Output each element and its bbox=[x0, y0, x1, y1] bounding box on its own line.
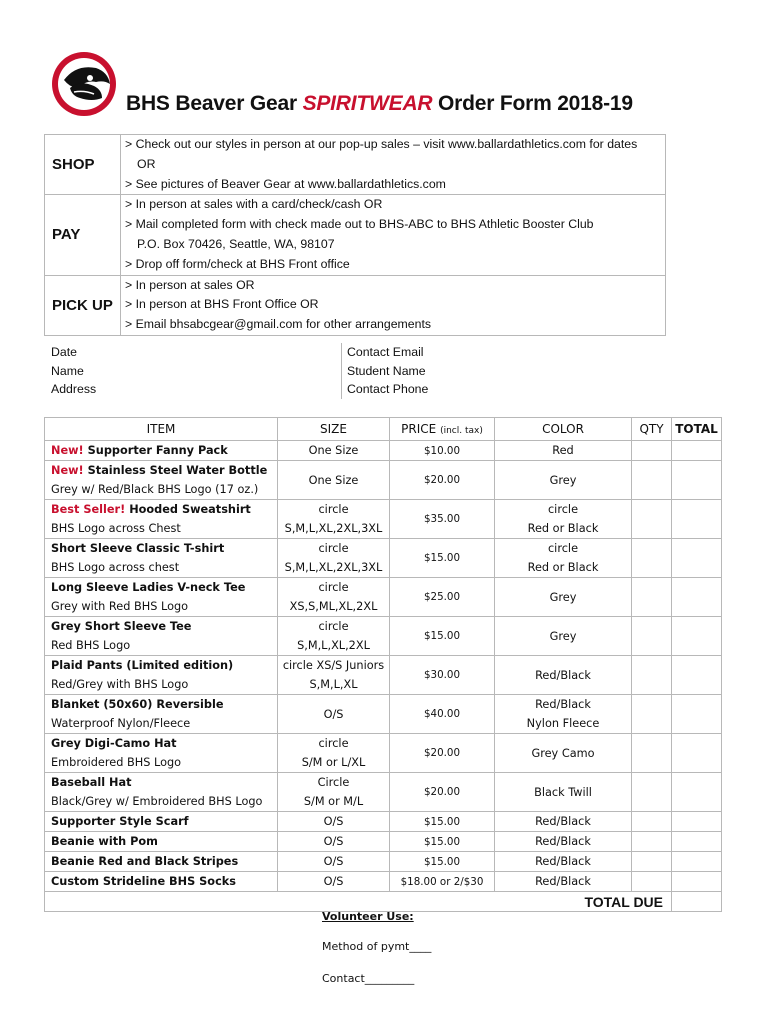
item-cell bbox=[45, 734, 278, 773]
item-name bbox=[51, 539, 277, 558]
total-input[interactable] bbox=[672, 617, 722, 656]
color-option: Black Twill bbox=[534, 785, 592, 799]
item-cell bbox=[45, 441, 278, 461]
item-name bbox=[51, 500, 277, 519]
item-cell bbox=[45, 656, 278, 695]
item-name bbox=[51, 872, 277, 891]
size-option: circle bbox=[318, 542, 349, 555]
contact-fields bbox=[44, 343, 666, 399]
total-input[interactable] bbox=[672, 461, 722, 500]
info-line: > In person at BHS Front Office OR bbox=[125, 297, 319, 312]
price-cell: $15.00 bbox=[390, 852, 495, 872]
item-badge: New! bbox=[51, 444, 84, 457]
item-title: Grey Short Sleeve Tee bbox=[51, 620, 192, 633]
item-cell bbox=[45, 832, 278, 852]
item-cell bbox=[45, 500, 278, 539]
color-option: Grey bbox=[549, 629, 577, 643]
size-option: Circle bbox=[317, 776, 350, 789]
item-cell bbox=[45, 461, 278, 500]
total-input[interactable] bbox=[672, 773, 722, 812]
section-body bbox=[121, 275, 666, 335]
item-description: Embroidered BHS Logo bbox=[51, 756, 182, 769]
header-total: TOTAL bbox=[672, 418, 722, 441]
contact-email-field[interactable]: Contact Email bbox=[342, 343, 667, 362]
color-option: Grey bbox=[549, 590, 577, 604]
item-badge: New! bbox=[51, 464, 84, 477]
order-row bbox=[45, 617, 722, 656]
qty-input[interactable] bbox=[632, 578, 672, 617]
item-title: Short Sleeve Classic T-shirt bbox=[51, 542, 225, 555]
size-cell bbox=[278, 734, 390, 773]
total-input[interactable] bbox=[672, 656, 722, 695]
info-line: P.O. Box 70426, Seattle, WA, 98107 bbox=[137, 236, 335, 251]
page-title: BHS Beaver Gear SPIRITWEAR Order Form 2018-19 bbox=[126, 92, 633, 115]
item-description: Red BHS Logo bbox=[51, 639, 131, 652]
color-cell bbox=[495, 578, 632, 617]
info-line: > In person at sales with a card/check/cash OR bbox=[125, 197, 383, 212]
section-label: PICK UP bbox=[45, 275, 121, 335]
color-cell bbox=[495, 461, 632, 500]
color-option: Red/Black bbox=[535, 835, 591, 848]
qty-input[interactable] bbox=[632, 656, 672, 695]
order-row bbox=[45, 539, 722, 578]
beaver-logo bbox=[50, 50, 118, 118]
item-title: Plaid Pants (Limited edition) bbox=[51, 659, 234, 672]
total-input[interactable] bbox=[672, 734, 722, 773]
color-option: Red or Black bbox=[527, 522, 599, 535]
total-input[interactable] bbox=[672, 441, 722, 461]
price-cell: $35.00 bbox=[390, 500, 495, 539]
info-line: > Mail completed form with check made out to BHS-ABC to BHS Athletic Booster Club bbox=[125, 217, 594, 232]
contact-phone-field[interactable]: Contact Phone bbox=[342, 380, 667, 399]
price-cell: $20.00 bbox=[390, 773, 495, 812]
size-option: O/S bbox=[323, 875, 344, 888]
price-cell: $15.00 bbox=[390, 812, 495, 832]
qty-input[interactable] bbox=[632, 852, 672, 872]
item-name bbox=[51, 695, 277, 714]
item-name bbox=[51, 617, 277, 636]
item-title: Supporter Style Scarf bbox=[51, 815, 189, 828]
color-cell bbox=[495, 441, 632, 461]
header-size: SIZE bbox=[278, 418, 390, 441]
section-label: PAY bbox=[45, 195, 121, 275]
size-option: circle bbox=[318, 737, 349, 750]
item-cell bbox=[45, 852, 278, 872]
price-cell: $30.00 bbox=[390, 656, 495, 695]
size-cell bbox=[278, 812, 390, 832]
color-cell bbox=[495, 832, 632, 852]
method-of-payment-field[interactable]: Method of pymt____ bbox=[322, 940, 432, 953]
header-price: PRICE (incl. tax) bbox=[390, 418, 495, 441]
item-cell bbox=[45, 773, 278, 812]
total-input[interactable] bbox=[672, 812, 722, 832]
info-line: OR bbox=[137, 156, 156, 171]
total-input[interactable] bbox=[672, 500, 722, 539]
item-name bbox=[51, 852, 277, 871]
color-option: Red/Black bbox=[535, 698, 591, 711]
size-cell bbox=[278, 832, 390, 852]
item-badge: Best Seller! bbox=[51, 503, 126, 516]
info-line: > In person at sales OR bbox=[125, 277, 255, 292]
qty-input[interactable] bbox=[632, 441, 672, 461]
item-title: Custom Strideline BHS Socks bbox=[51, 875, 236, 888]
item-title: Grey Digi-Camo Hat bbox=[51, 737, 177, 750]
color-option: Grey bbox=[549, 473, 577, 487]
order-row bbox=[45, 656, 722, 695]
total-input[interactable] bbox=[672, 852, 722, 872]
item-title: Blanket (50x60) Reversible bbox=[51, 698, 224, 711]
price-cell: $10.00 bbox=[390, 441, 495, 461]
info-line: > Email bhsabcgear@gmail.com for other arrangements bbox=[125, 317, 432, 332]
size-option: S,M,L,XL bbox=[309, 678, 358, 691]
date-field[interactable]: Date bbox=[51, 345, 77, 360]
size-cell bbox=[278, 461, 390, 500]
size-option: S/M or L/XL bbox=[301, 756, 366, 769]
item-title: Baseball Hat bbox=[51, 776, 132, 789]
price-cell: $15.00 bbox=[390, 617, 495, 656]
size-option: S,M,L,XL,2XL,3XL bbox=[284, 522, 383, 535]
item-description: Black/Grey w/ Embroidered BHS Logo bbox=[51, 795, 263, 808]
order-row bbox=[45, 578, 722, 617]
size-option: circle bbox=[318, 581, 349, 594]
qty-input[interactable] bbox=[632, 617, 672, 656]
info-line: > See pictures of Beaver Gear at www.ballardathletics.com bbox=[125, 176, 446, 191]
color-option: circle bbox=[547, 542, 579, 555]
color-option: Red/Black bbox=[535, 668, 591, 682]
item-cell bbox=[45, 617, 278, 656]
size-option: S/M or M/L bbox=[303, 795, 364, 808]
order-row bbox=[45, 812, 722, 832]
order-row bbox=[45, 852, 722, 872]
contact-field[interactable]: Contact_________ bbox=[322, 972, 415, 985]
price-cell: $15.00 bbox=[390, 832, 495, 852]
color-option: Red or Black bbox=[527, 561, 599, 574]
total-input[interactable] bbox=[672, 832, 722, 852]
item-cell bbox=[45, 578, 278, 617]
spiritwear-accent: SPIRITWEAR bbox=[302, 92, 433, 115]
color-cell bbox=[495, 500, 632, 539]
color-cell bbox=[495, 734, 632, 773]
item-name bbox=[51, 441, 277, 460]
color-cell bbox=[495, 812, 632, 832]
qty-input[interactable] bbox=[632, 539, 672, 578]
size-cell bbox=[278, 617, 390, 656]
address-field[interactable]: Address bbox=[51, 382, 97, 397]
qty-input[interactable] bbox=[632, 832, 672, 852]
item-description: Waterproof Nylon/Fleece bbox=[51, 717, 191, 730]
item-cell bbox=[45, 539, 278, 578]
price-cell: $20.00 bbox=[390, 734, 495, 773]
size-cell bbox=[278, 773, 390, 812]
size-cell bbox=[278, 500, 390, 539]
color-option: circle bbox=[547, 503, 579, 516]
volunteer-heading: Volunteer Use: bbox=[322, 910, 414, 923]
price-cell: $40.00 bbox=[390, 695, 495, 734]
section-label: SHOP bbox=[45, 135, 121, 195]
info-line: > Check out our styles in person at our pop-up sales – visit www.ballardathletics.com for dates bbox=[125, 137, 638, 151]
item-title: Stainless Steel Water Bottle bbox=[83, 464, 268, 477]
size-option: S,M,L,XL,2XL bbox=[297, 639, 370, 652]
total-input[interactable] bbox=[672, 539, 722, 578]
size-option: circle XS/S Juniors bbox=[282, 659, 385, 672]
section-body bbox=[121, 135, 666, 195]
qty-input[interactable] bbox=[632, 500, 672, 539]
order-table bbox=[44, 417, 722, 912]
color-option: Red bbox=[552, 444, 574, 457]
header-item: ITEM bbox=[45, 418, 278, 441]
qty-input[interactable] bbox=[632, 773, 672, 812]
item-cell bbox=[45, 812, 278, 832]
size-cell bbox=[278, 656, 390, 695]
order-row bbox=[45, 500, 722, 539]
item-cell bbox=[45, 695, 278, 734]
item-name bbox=[51, 773, 277, 792]
order-row bbox=[45, 734, 722, 773]
item-name bbox=[51, 832, 277, 851]
color-option: Red/Black bbox=[535, 855, 591, 868]
size-option: O/S bbox=[323, 835, 344, 848]
item-description: Grey w/ Red/Black BHS Logo (17 oz.) bbox=[51, 483, 259, 496]
total-input[interactable] bbox=[672, 872, 722, 892]
qty-input[interactable] bbox=[632, 734, 672, 773]
color-cell bbox=[495, 852, 632, 872]
qty-input[interactable] bbox=[632, 872, 672, 892]
color-cell bbox=[495, 539, 632, 578]
order-row bbox=[45, 832, 722, 852]
color-cell bbox=[495, 695, 632, 734]
item-description: Grey with Red BHS Logo bbox=[51, 600, 189, 613]
item-name bbox=[51, 812, 277, 831]
order-row bbox=[45, 872, 722, 892]
item-title: Supporter Fanny Pack bbox=[83, 444, 228, 457]
size-option: O/S bbox=[323, 707, 344, 721]
item-title: Beanie with Pom bbox=[51, 835, 158, 848]
name-field[interactable]: Name bbox=[51, 363, 84, 378]
item-title: Long Sleeve Ladies V-neck Tee bbox=[51, 581, 246, 594]
item-name bbox=[51, 734, 277, 753]
header-qty: QTY bbox=[632, 418, 672, 441]
price-cell: $18.00 or 2/$30 bbox=[390, 872, 495, 892]
color-option: Red/Black bbox=[535, 875, 591, 888]
size-option: S,M,L,XL,2XL,3XL bbox=[284, 561, 383, 574]
student-name-field[interactable]: Student Name bbox=[342, 362, 667, 381]
order-row bbox=[45, 695, 722, 734]
size-option: One Size bbox=[308, 473, 359, 487]
size-cell bbox=[278, 441, 390, 461]
size-cell bbox=[278, 578, 390, 617]
total-input[interactable] bbox=[672, 578, 722, 617]
color-cell bbox=[495, 617, 632, 656]
item-description: BHS Logo across Chest bbox=[51, 522, 181, 535]
item-title: Hooded Sweatshirt bbox=[125, 503, 251, 516]
color-option: Grey Camo bbox=[531, 746, 595, 760]
qty-input[interactable] bbox=[632, 812, 672, 832]
item-title: Beanie Red and Black Stripes bbox=[51, 855, 239, 868]
total-input[interactable] bbox=[672, 695, 722, 734]
info-section bbox=[44, 134, 666, 336]
item-cell bbox=[45, 872, 278, 892]
price-cell: $25.00 bbox=[390, 578, 495, 617]
size-option: XS,S,ML,XL,2XL bbox=[289, 600, 378, 613]
size-option: O/S bbox=[323, 855, 344, 868]
item-name bbox=[51, 578, 277, 597]
info-line: > Drop off form/check at BHS Front office bbox=[125, 256, 350, 271]
price-cell: $15.00 bbox=[390, 539, 495, 578]
header-color: COLOR bbox=[495, 418, 632, 441]
order-row bbox=[45, 773, 722, 812]
order-row bbox=[45, 461, 722, 500]
item-description: BHS Logo across chest bbox=[51, 561, 180, 574]
color-option: Nylon Fleece bbox=[526, 717, 600, 730]
size-cell bbox=[278, 852, 390, 872]
total-due-input[interactable] bbox=[672, 892, 722, 912]
size-option: circle bbox=[318, 620, 349, 633]
item-description: Red/Grey with BHS Logo bbox=[51, 678, 189, 691]
qty-input[interactable] bbox=[632, 695, 672, 734]
size-option: O/S bbox=[323, 815, 344, 828]
size-option: One Size bbox=[308, 444, 359, 457]
item-name bbox=[51, 461, 277, 480]
color-cell bbox=[495, 656, 632, 695]
order-row bbox=[45, 441, 722, 461]
color-option: Red/Black bbox=[535, 815, 591, 828]
size-cell bbox=[278, 872, 390, 892]
size-cell bbox=[278, 539, 390, 578]
price-cell: $20.00 bbox=[390, 461, 495, 500]
color-cell bbox=[495, 773, 632, 812]
section-body bbox=[121, 195, 666, 275]
size-cell bbox=[278, 695, 390, 734]
size-option: circle bbox=[318, 503, 349, 516]
total-due-label: TOTAL DUE bbox=[45, 892, 672, 912]
qty-input[interactable] bbox=[632, 461, 672, 500]
color-cell bbox=[495, 872, 632, 892]
item-name bbox=[51, 656, 277, 675]
